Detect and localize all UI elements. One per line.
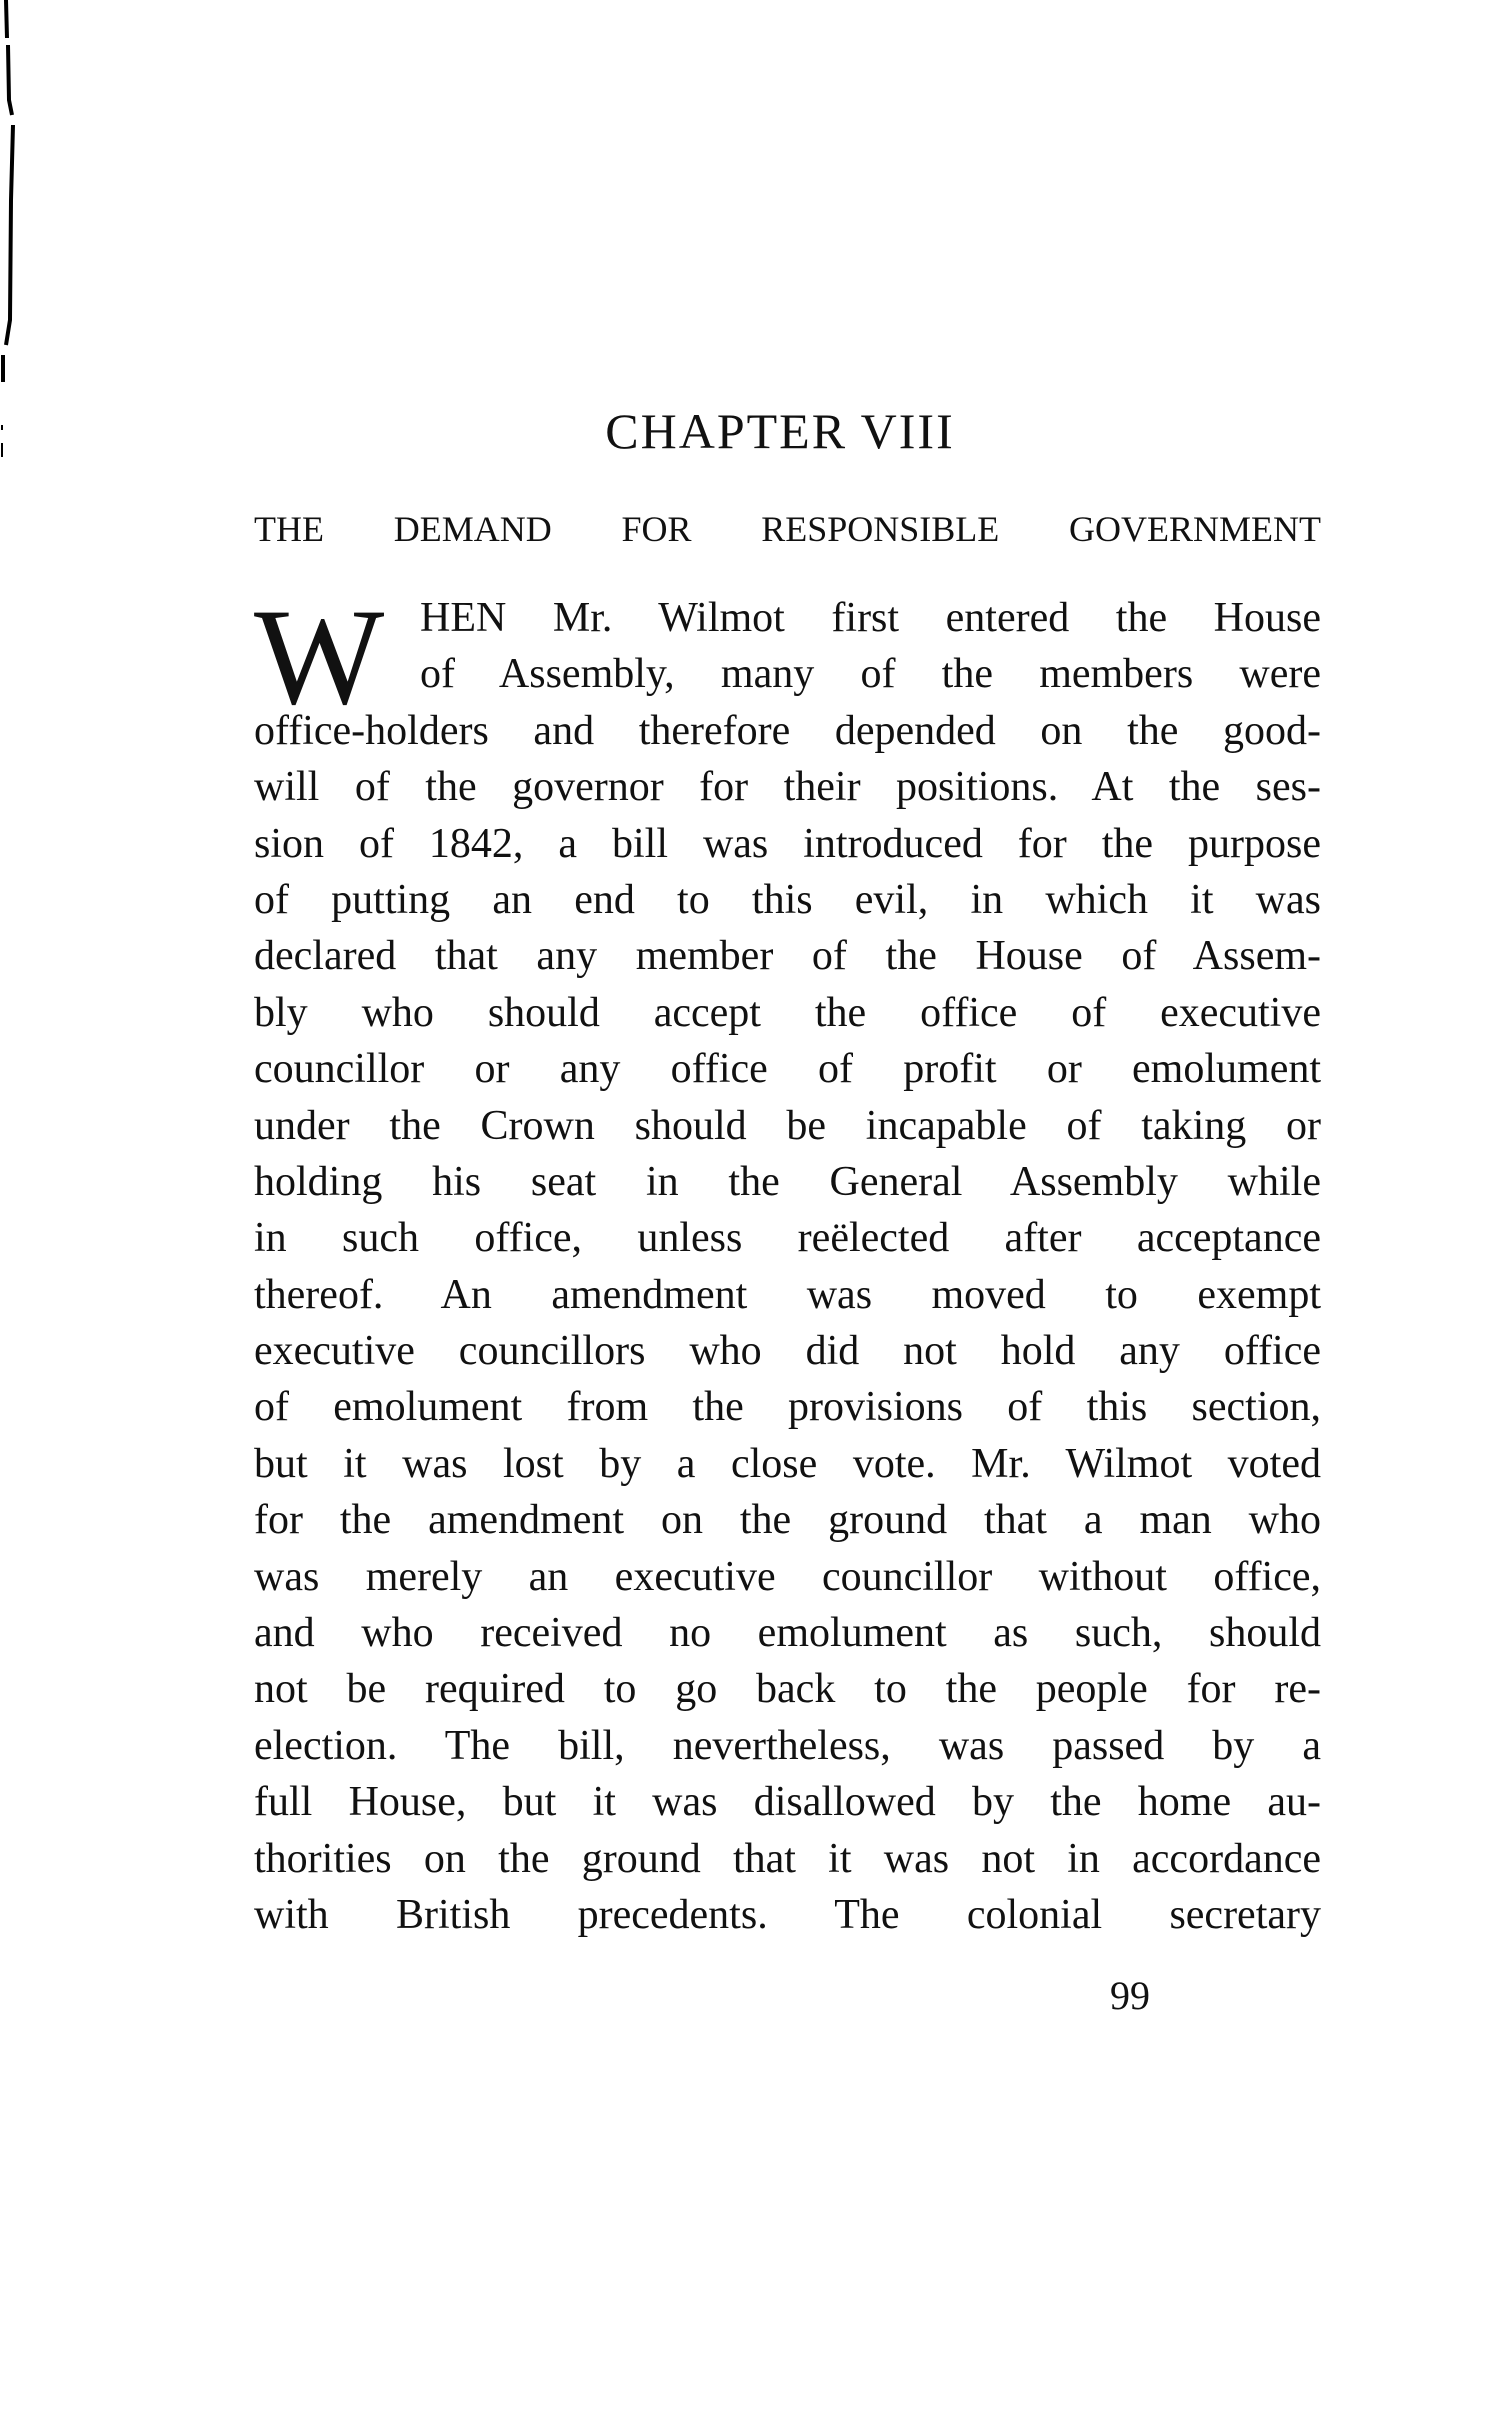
text-line: sion of 1842, a bill was introduced for the purpose <box>254 820 1321 867</box>
page-number: 99 <box>1110 1973 1150 2018</box>
text-line: executive councillors who did not hold any office <box>254 1328 1321 1375</box>
chapter-title: THE DEMAND FOR RESPONSIBLE GOVERNMENT <box>254 509 1321 549</box>
text-line: full House, but it was disallowed by the home au- <box>254 1779 1321 1826</box>
drop-cap: W <box>254 580 385 733</box>
text-line: election. The bill, nevertheless, was passed by a <box>254 1722 1321 1769</box>
text-line: councillor or any office of profit or emolument <box>254 1046 1321 1093</box>
text-line: of putting an end to this evil, in which it was <box>254 876 1321 923</box>
text-line: of Assembly, many of the members were <box>420 651 1321 698</box>
text-line: office-holders and therefore depended on the good- <box>254 707 1321 754</box>
text-line: declared that any member of the House of Assem- <box>254 933 1321 980</box>
text-line: thereof. An amendment was moved to exempt <box>254 1271 1321 1318</box>
text-line: for the amendment on the ground that a man who <box>254 1497 1321 1544</box>
text-line: not be required to go back to the people for re- <box>254 1666 1321 1713</box>
text-line: of emolument from the provisions of this section, <box>254 1384 1321 1431</box>
text-line: with British precedents. The colonial secretary <box>254 1891 1321 1938</box>
text-line: bly who should accept the office of executive <box>254 989 1321 1036</box>
text-line: but it was lost by a close vote. Mr. Wilmot voted <box>254 1440 1321 1487</box>
text-line: HEN Mr. Wilmot first entered the House <box>420 595 1321 641</box>
text-line: under the Crown should be incapable of taking or <box>254 1102 1321 1149</box>
text-line: will of the governor for their positions. At the ses- <box>254 764 1321 811</box>
chapter-heading: CHAPTER VIII <box>605 403 955 459</box>
text-line: was merely an executive councillor without office, <box>254 1553 1321 1600</box>
body-text <box>254 580 1321 1943</box>
text-line: thorities on the ground that it was not in accordance <box>254 1835 1321 1882</box>
text-line: in such office, unless reëlected after acceptance <box>254 1215 1321 1262</box>
text-line: holding his seat in the General Assembly while <box>254 1158 1321 1205</box>
text-line: and who received no emolument as such, should <box>254 1610 1321 1657</box>
